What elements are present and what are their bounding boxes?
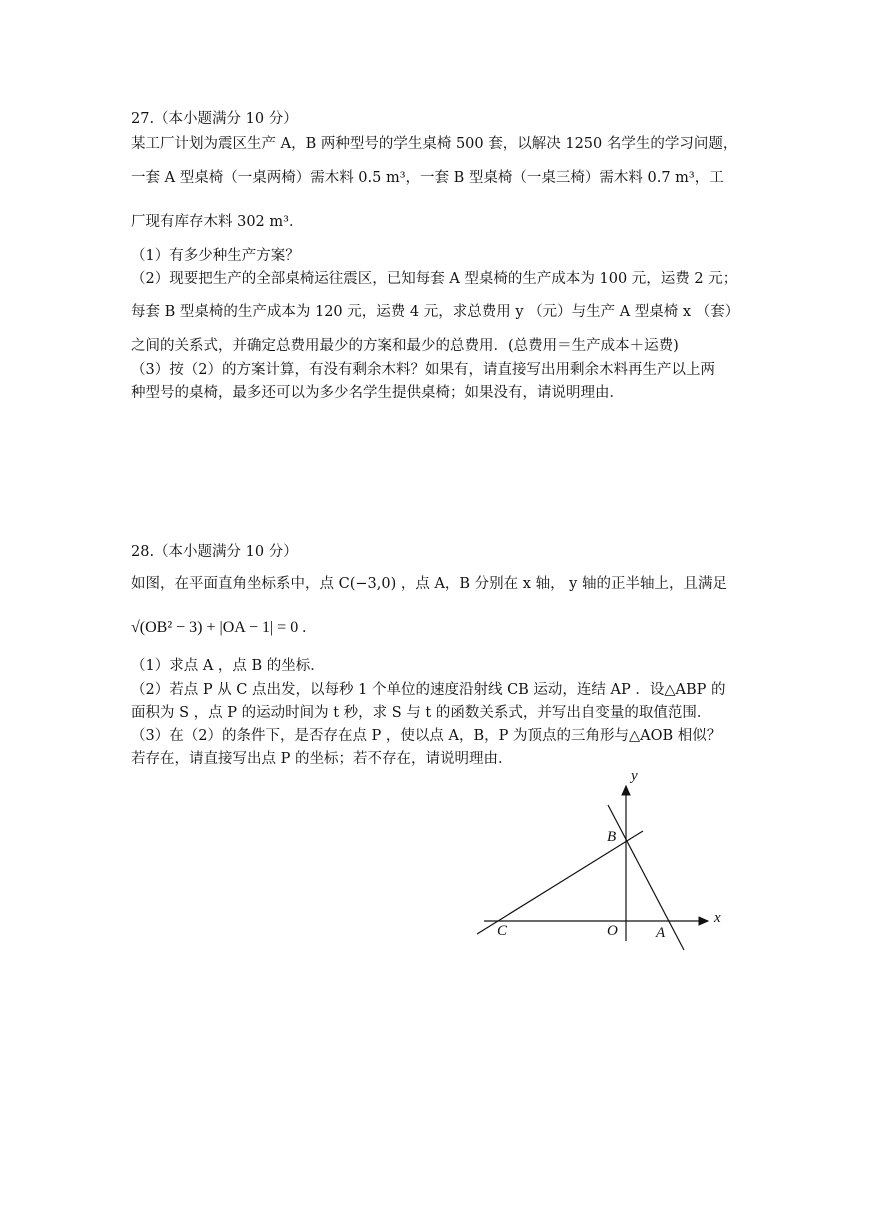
q28-part-2-line-2: 面积为 S ，点 P 的运动时间为 t 秒，求 S 与 t 的函数关系式，并写出自变量的取值范围． [131, 705, 712, 721]
q28-part-2-line-1: （2）若点 P 从 C 点出发，以每秒 1 个单位的速度沿射线 CB 运动，连结 AP ．设△ABP 的 [131, 682, 726, 698]
q27-header: 27.（本小题满分 10 分） [131, 111, 298, 127]
q27-part-1: （1）有多少种生产方案？ [131, 248, 300, 264]
point-b-label: B [607, 829, 617, 845]
point-c-label: C [497, 923, 508, 939]
q28-part-1: （1）求点 A ，点 B 的坐标． [131, 658, 325, 674]
q27-line-1: 某工厂计划为震区生产 A，B 两种型号的学生桌椅 500 套，以解决 1250 名学生的学习问题， [131, 136, 738, 152]
point-a-label: A [656, 925, 666, 941]
q28-equation: √(OB² − 3) + |OA − 1| = 0 . [131, 619, 307, 636]
q28-line-1: 如图，在平面直角坐标系中，点 C(−3,0) ，点 A，B 分别在 x 轴， y 轴的正半轴上，且满足 [131, 576, 727, 592]
line-ab [608, 805, 684, 950]
q27-part-2-line-1: （2）现要把生产的全部桌椅运往震区，已知每套 A 型桌椅的生产成本为 100 元，运费 2 元； [131, 271, 738, 287]
q27-part-3-line-1: （3）按（2）的方案计算，有没有剩余木料？如果有，请直接写出用剩余木料再生产以上两 [131, 362, 715, 378]
q27-line-2: 一套 A 型桌椅（一桌两椅）需木料 0.5 m³，一套 B 型桌椅（一桌三椅）需木料 0.7 m³，工 [131, 170, 724, 186]
q27-line-3: 厂现有库存木料 302 m³． [131, 214, 304, 230]
q28-header: 28.（本小题满分 10 分） [131, 544, 298, 560]
point-o-label: O [607, 923, 618, 939]
q28-part-3-line-1: （3）在（2）的条件下，是否存在点 P ，使以点 A，B，P 为顶点的三角形与△AOB 相似？ [131, 728, 722, 744]
q27-part-2-line-3: 之间的关系式，并确定总费用最少的方案和最少的总费用．(总费用＝生产成本＋运费) [131, 338, 679, 354]
y-axis-label: y [631, 768, 638, 784]
coordinate-figure [470, 765, 730, 960]
q27-part-3-line-2: 种型号的桌椅，最多还可以为多少名学生提供桌椅；如果没有，请说明理由． [131, 385, 624, 401]
q27-part-2-line-2: 每套 B 型桌椅的生产成本为 120 元，运费 4 元，求总费用 y （元）与生产 A 型桌椅 x （套） [131, 304, 740, 320]
q28-part-3-line-2: 若存在，请直接写出点 P 的坐标；若不存在，请说明理由． [131, 751, 513, 767]
line-cb [477, 831, 643, 934]
x-axis-label: x [714, 910, 721, 926]
